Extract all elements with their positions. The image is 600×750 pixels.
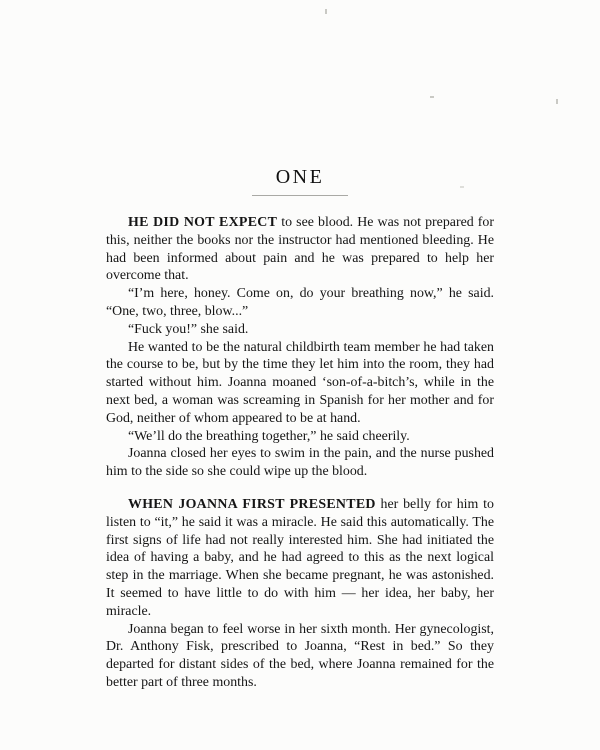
scan-artifact <box>556 99 558 104</box>
chapter-title: ONE <box>275 166 325 188</box>
paragraph-lead: HE DID NOT EXPECT <box>128 215 278 230</box>
paragraph: “We’ll do the breathing together,” he said cheerily. <box>128 428 410 444</box>
paragraph: He wanted to be the natural childbirth team member he had taken the course to be, but by the time they let him into the room, they had started without him. Joanna moaned ‘son-of-a-bitch’s, while in the next bed, a woman was screaming in Spanish for her mother and for God, neither of whom appeared to be at hand. <box>106 339 494 426</box>
paragraph: “Fuck you!” she said. <box>128 321 249 337</box>
paragraph: Joanna closed her eyes to swim in the pain, and the nurse pushed him to the side so she could wipe up the blood. <box>106 446 494 480</box>
text-block <box>106 214 494 692</box>
paragraph: “I’m here, honey. Come on, do your breathing now,” he said. “One, two, three, blow...” <box>106 286 494 319</box>
paragraph: Joanna began to feel worse in her sixth month. Her gynecologist, Dr. Anthony Fisk, prescribed to Joanna, “Rest in bed.” So they departed for distant sides of the bed, where Joanna remained for the better part of three months. <box>106 621 494 690</box>
paragraph-lead: WHEN JOANNA FIRST PRESENTED <box>128 496 376 512</box>
scan-artifact <box>430 96 434 98</box>
scan-artifact <box>325 9 327 14</box>
chapter-rule <box>252 195 348 196</box>
paragraph: HE DID NOT EXPECT to see blood. He was not prepared for this, neither the books nor the instructor had mentioned bleeding. He had been informed about pain and he was prepared to help her overcome that. <box>106 215 495 284</box>
scan-artifact <box>460 186 464 188</box>
paragraph: WHEN JOANNA FIRST PRESENTED her belly for him to listen to “it,” he said it was a miracle. He said this automatically. The first signs of life had not really interested him. She had initiated the idea of having a baby, and he had agreed to this as the next logical step in the marriage. When she became pregnant, he was astonished. It seemed to have little to do with him — her idea, her baby, her miracle. <box>106 496 494 619</box>
